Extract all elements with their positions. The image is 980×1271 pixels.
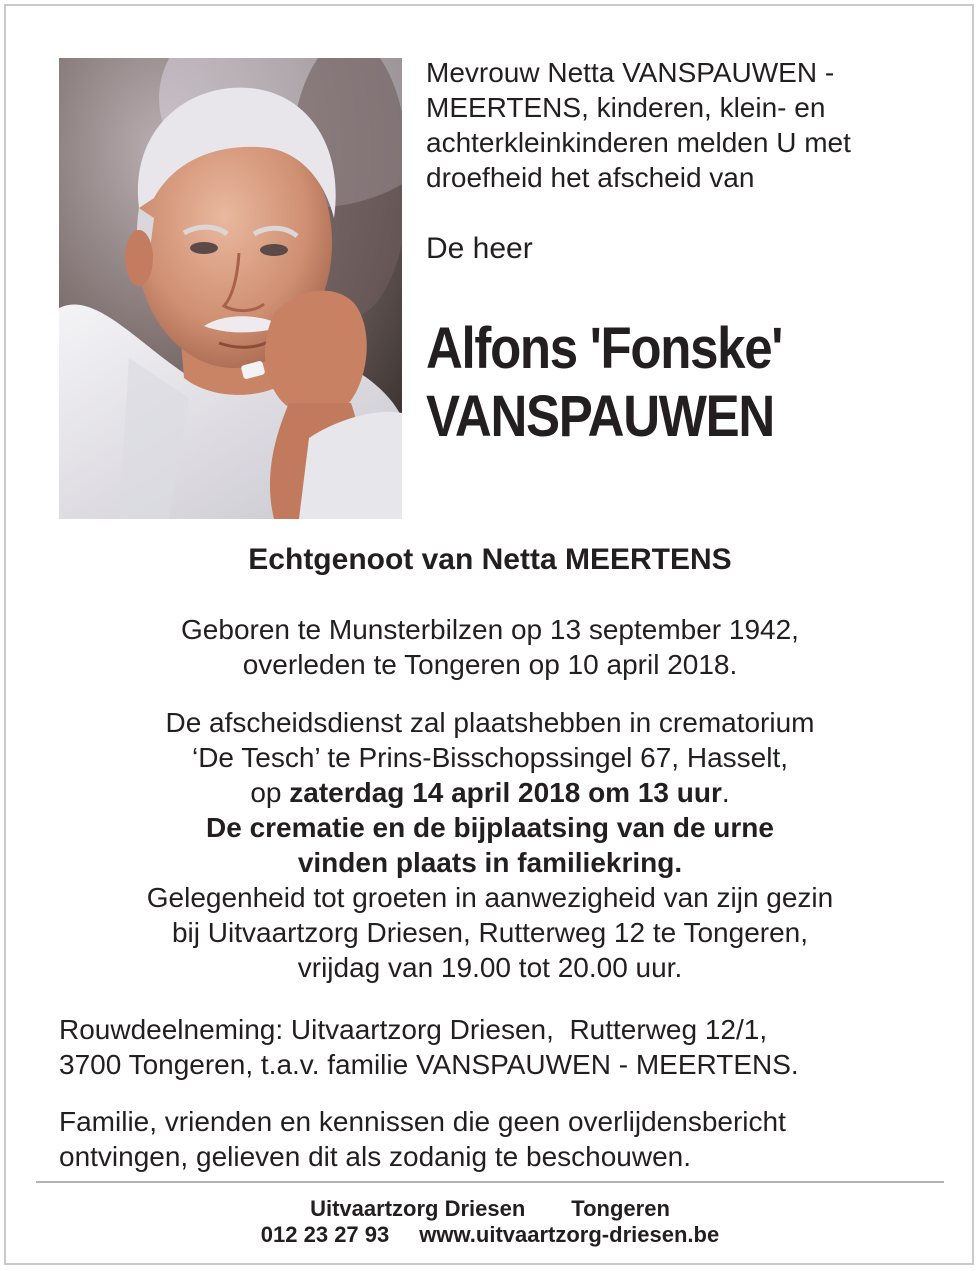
website-link[interactable]: www.uitvaartzorg-driesen.be [419,1222,720,1247]
footer-line-2 [0,1222,980,1248]
phone-number: 012 23 27 93 [260,1222,390,1247]
intro-line: achterkleinkinderen melden U met [426,127,851,158]
family-note-line: ontvingen, gelieven dit als zodanig te beschouwen. [59,1141,691,1172]
service-date-prefix: op [250,777,290,808]
visitation-line: bij Uitvaartzorg Driesen, Rutterweg 12 te Tongeren, [171,917,809,948]
service-line: De afscheidsdienst zal plaatshebben in crematorium [165,707,815,738]
condolence-line: Rouwdeelneming: Uitvaartzorg Driesen, Rutterweg 12/1, [59,1014,768,1045]
condolence-address [59,1012,959,1082]
deceased-name-line1: Alfons 'Fonske' [426,316,783,381]
birth-death-info [0,612,980,682]
born-line: Geboren te Munsterbilzen op 13 september 1942, [181,614,799,645]
deceased-name [426,315,884,451]
family-note-line: Familie, vrienden en kennissen die geen overlijdensbericht [59,1106,786,1137]
service-line: ‘De Tesch’ te Prins-Bisschopssingel 67, Hasselt, [191,742,789,773]
visitation-line: vrijdag van 19.00 tot 20.00 uur. [297,952,683,983]
visitation-line: Gelegenheid tot groeten in aanwezigheid van zijn gezin [146,882,834,913]
cremation-note: vinden plaats in familiekring. [297,847,683,878]
service-date-line [0,775,980,810]
service-date-suffix: . [721,777,730,808]
service-date: zaterdag 14 april 2018 om 13 uur [289,777,722,808]
intro-line: Mevrouw Netta VANSPAUWEN - [426,57,835,88]
service-info [0,705,980,985]
cremation-note: De crematie en de bijplaatsing van de urne [206,812,774,843]
intro-line: droefheid het afscheid van [426,162,755,193]
honorific: De heer [426,232,533,265]
condolence-line: 3700 Tongeren, t.a.v. familie VANSPAUWEN - MEERTENS. [59,1049,799,1080]
spouse-line: Echtgenoot van Netta MEERTENS [248,543,732,576]
footer-line-1 [0,1196,980,1222]
portrait-photo [59,58,402,519]
funeral-city: Tongeren [571,1196,670,1221]
family-note [59,1104,959,1174]
deceased-name-line2: VANSPAUWEN [426,384,774,449]
portrait-image [59,58,402,519]
funeral-company: Uitvaartzorg Driesen [310,1196,526,1221]
footer-divider [36,1181,944,1183]
intro-line: MEERTENS, kinderen, klein- en [426,92,826,123]
intro-text [426,55,946,195]
died-line: overleden te Tongeren op 10 april 2018. [242,649,738,680]
